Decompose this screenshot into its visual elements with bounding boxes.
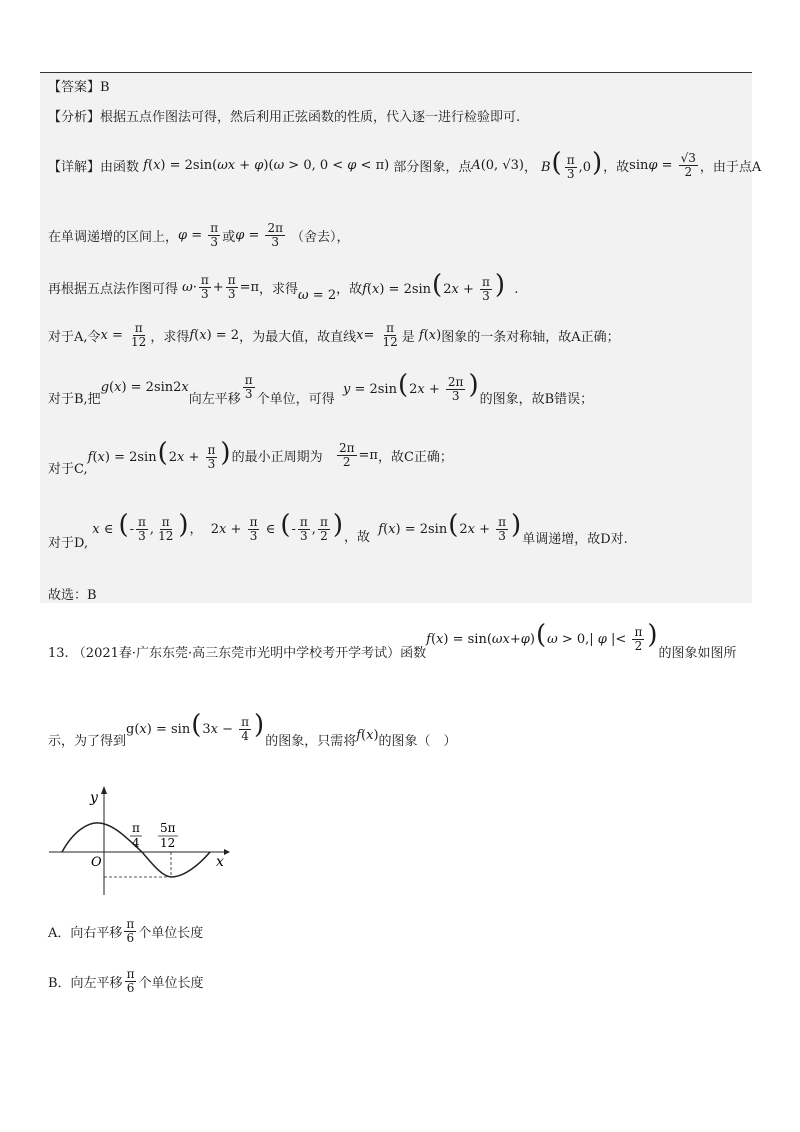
detail-text: ，故 [603, 160, 630, 176]
answer-label [48, 76, 110, 95]
phi-value-2: φ = $\frac{2\pi}{3}$ [235, 221, 284, 250]
choice-text: 故选：B [48, 588, 97, 603]
c-formula: f(x) = 2sin(2x + $\frac{\pi}{3}$ ) [87, 438, 231, 471]
shift-amount: $\frac{\pi}{3}$ [244, 372, 253, 402]
option-b-tail: 个单位长度 [138, 976, 204, 992]
origin-label: O [91, 855, 102, 870]
analysis-label: 【分析】 [48, 110, 101, 125]
question-line-2 [48, 710, 457, 750]
y-label: y [90, 790, 98, 806]
item-a-text: 是 [401, 330, 415, 346]
detail-text: ，求得 [259, 282, 299, 298]
g-formula: g(x) = 2sin2x [100, 380, 189, 396]
question-text: 的图象，只需将 [265, 734, 357, 750]
item-d-line [48, 510, 628, 552]
tick-2-den: 12 [160, 836, 176, 850]
option-b-fraction: $\frac{\pi}{6}$ [126, 967, 135, 996]
item-d-text: 单调递增，故D对. [522, 532, 628, 548]
detail-text: 由函数 [100, 160, 140, 176]
question-source: 13. （2021春·广东东莞·高三东莞市光明中学校考开学考试）函数 [48, 646, 427, 662]
item-b-line [48, 370, 594, 408]
question-line-1 [48, 620, 737, 662]
y-axis-arrow [101, 786, 107, 794]
item-d-text: 对于D, [48, 536, 89, 552]
detail-line-3 [48, 272, 518, 303]
omega-value: ω = 2 [298, 288, 337, 304]
item-b-text: 对于B,把 [48, 392, 101, 408]
answer-text: 【答案】B [48, 80, 110, 95]
item-b-text: 的图象，故B错误； [479, 392, 594, 408]
detail-text: ，故 [336, 282, 363, 298]
option-b-label: B．向左平移 [48, 976, 123, 992]
question-text: 示，为了得到 [48, 734, 127, 750]
item-b-text: 个单位，可得 [256, 392, 335, 408]
point-a: A(0, √3) [471, 158, 524, 174]
y-formula: y = 2sin(2x + $\frac{2\pi}{3}$ ) [342, 370, 479, 403]
item-a-line [48, 322, 620, 349]
tick-1-num: π [132, 821, 140, 835]
item-c-text: 的最小正周期为 [231, 450, 323, 466]
five-point-eq: ω· $\frac{\pi}{3}$ + $\frac{\pi}{3}$ =π [182, 272, 260, 302]
detail-text: 或 [222, 230, 236, 246]
tick-1-den: 4 [132, 836, 140, 850]
d-formula: f(x) = 2sin(2x + $\frac{\pi}{3}$ ) [378, 510, 522, 543]
detail-text: 再根据五点法作图可得 [48, 282, 179, 298]
x-value: x = $\frac{\pi}{12}$ [100, 321, 147, 350]
result-formula: f(x) = 2sin(2x + $\frac{\pi}{3}$ ) . [362, 270, 519, 303]
detail-text: 在单调递增的区间上， [48, 230, 179, 246]
item-a-text: ，求得 [150, 330, 190, 346]
analysis-line [48, 106, 520, 125]
detail-line-1: 【详解】 由函数 f(x) = 2sin(ωx + φ)(ω > 0, 0 < φ < π) 部分图象，点 A(0, √3) ， B( $\frac{\pi}{3}$ ,0) ，故 sinφ = $\frac{√3}{2}$ ，由于点A [48, 148, 762, 181]
function-formula: f(x) = 2sin(ωx + φ)(ω > 0, 0 < φ < π) [143, 158, 394, 174]
option-b[interactable] [48, 968, 203, 995]
x-interval: x ∈ (- $\frac{\pi}{3}$ , $\frac{\pi}{12}$ )， 2x + $\frac{\pi}{3}$ ∈ (- $\frac{\pi}{3}$ , $\frac{\pi}{2}$ ) [92, 510, 343, 543]
question-formula: f(x) = sin(ωx+φ)(ω > 0,| φ |< $\frac{\pi}{2}$ ) [426, 620, 658, 653]
question-text: 的图象如图所 [658, 646, 737, 662]
item-b-text: 向左平移 [188, 392, 241, 408]
item-c-line [48, 438, 453, 478]
detail-line-2 [48, 222, 350, 249]
question-text: 的图象（ ） [378, 734, 457, 750]
detail-label: 【详解】 [48, 160, 101, 176]
x-label: x [216, 854, 224, 870]
detail-text: （舍去）， [291, 230, 350, 246]
item-a-text: 图象的一条对称轴，故A正确； [441, 330, 620, 346]
option-a-label: A．向右平移 [48, 926, 123, 942]
x-axis-arrow [224, 849, 230, 855]
detail-text: ，由于点A [699, 160, 762, 176]
f-value: f(x) = 2 [189, 328, 240, 344]
point-b: B( $\frac{\pi}{3}$ ,0) [540, 148, 603, 181]
item-d-text: ，故 [343, 530, 370, 546]
sine-graph [44, 780, 244, 900]
fx-symbol: f(x) [356, 728, 379, 744]
tick-2-num: 5π [160, 821, 176, 835]
period-value: $\frac{2\pi}{2}$ =π [338, 440, 378, 470]
fx-symbol: f(x) [418, 328, 442, 344]
choice-line [48, 584, 97, 603]
line-x: x= $\frac{\pi}{12}$ [356, 321, 398, 350]
item-a-text: ，为最大值，故直线 [239, 330, 357, 346]
sin-phi: sinφ = $\frac{√3}{2}$ [629, 150, 696, 180]
phi-value-1: φ = $\frac{\pi}{3}$ [178, 221, 219, 250]
option-a-tail: 个单位长度 [138, 926, 204, 942]
option-a-fraction: $\frac{\pi}{6}$ [126, 917, 135, 946]
option-a[interactable] [48, 918, 203, 945]
item-c-text: ，故C正确； [377, 450, 453, 466]
detail-text: 部分图象，点 [393, 160, 472, 176]
g-target-formula: g(x) = sin(3x − $\frac{\pi}{4}$ ) [126, 710, 265, 743]
item-c-text: 对于C, [48, 462, 88, 478]
item-a-text: 对于A,令 [48, 330, 101, 346]
analysis-text: 根据五点作图法可得，然后利用正弦函数的性质，代入逐一进行检验即可. [100, 110, 521, 125]
